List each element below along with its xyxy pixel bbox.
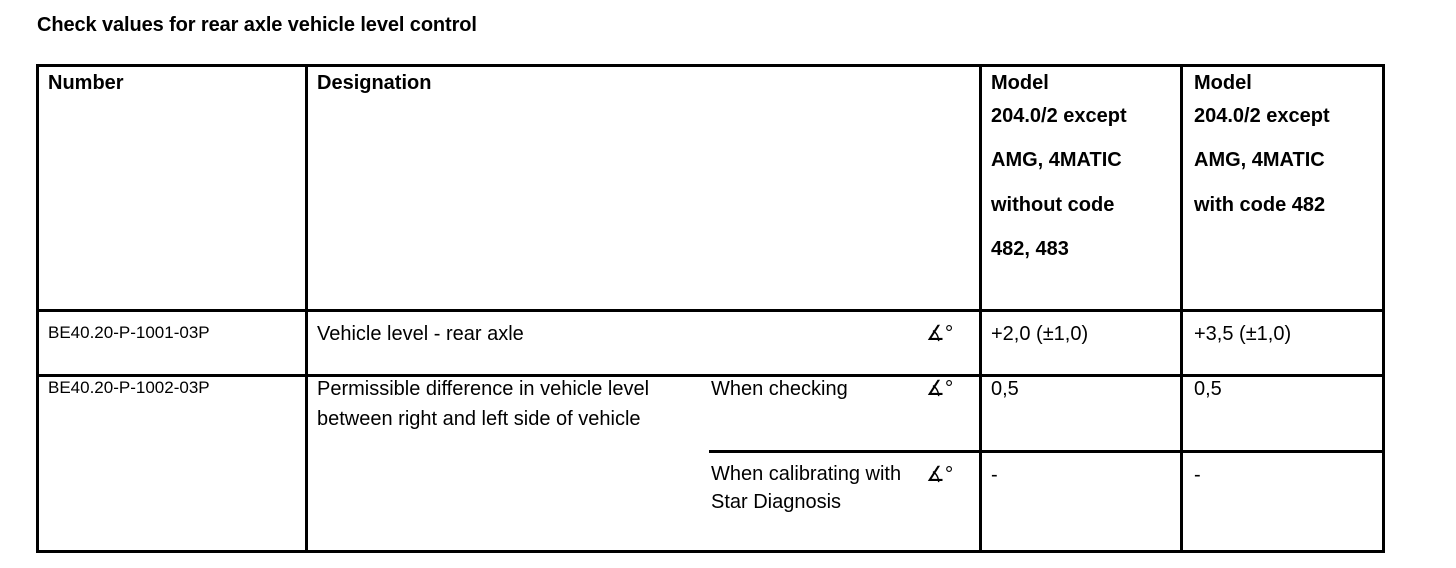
subrow-condition: When checking: [711, 378, 848, 400]
header-model-b-line: AMG, 4MATIC: [1194, 149, 1325, 171]
header-model-a-line: Model: [991, 72, 1049, 94]
angle-degree-icon: ∡°: [926, 377, 954, 400]
row-divider: [39, 309, 1382, 312]
row-value-model-a: +2,0 (±1,0): [991, 323, 1089, 345]
header-designation: Designation: [317, 72, 432, 94]
angle-degree-icon: ∡°: [926, 463, 954, 486]
row-designation: Vehicle level - rear axle: [317, 323, 524, 345]
check-values-table: [36, 64, 1385, 553]
header-model-a-line: without code: [991, 194, 1115, 216]
row-number: BE40.20-P-1001-03P: [48, 323, 210, 342]
header-model-b-line: with code 482: [1194, 194, 1326, 216]
header-model-b-line: Model: [1194, 72, 1252, 94]
row-value-model-b: +3,5 (±1,0): [1194, 323, 1292, 345]
header-model-a-line: 204.0/2 except: [991, 105, 1127, 127]
subrow-divider: [709, 450, 1382, 453]
header-number: Number: [48, 72, 124, 94]
header-model-a-line: 482, 483: [991, 238, 1069, 260]
row-designation: Permissible difference in vehicle level between right and left side of vehicle: [317, 378, 650, 430]
header-model-a-line: AMG, 4MATIC: [991, 149, 1122, 171]
angle-degree-icon: ∡°: [926, 322, 954, 345]
page-title: Check values for rear axle vehicle level control: [37, 14, 477, 36]
row-number: BE40.20-P-1002-03P: [48, 378, 210, 397]
row-divider: [39, 374, 1382, 377]
subrow-condition: When calibrating with Star Diagnosis: [711, 463, 902, 513]
header-model-b-line: 204.0/2 except: [1194, 105, 1330, 127]
subrow-value-model-a: 0,5: [991, 378, 1019, 400]
subrow-value-model-a: -: [991, 464, 998, 486]
subrow-value-model-b: -: [1194, 464, 1201, 486]
subrow-value-model-b: 0,5: [1194, 378, 1222, 400]
